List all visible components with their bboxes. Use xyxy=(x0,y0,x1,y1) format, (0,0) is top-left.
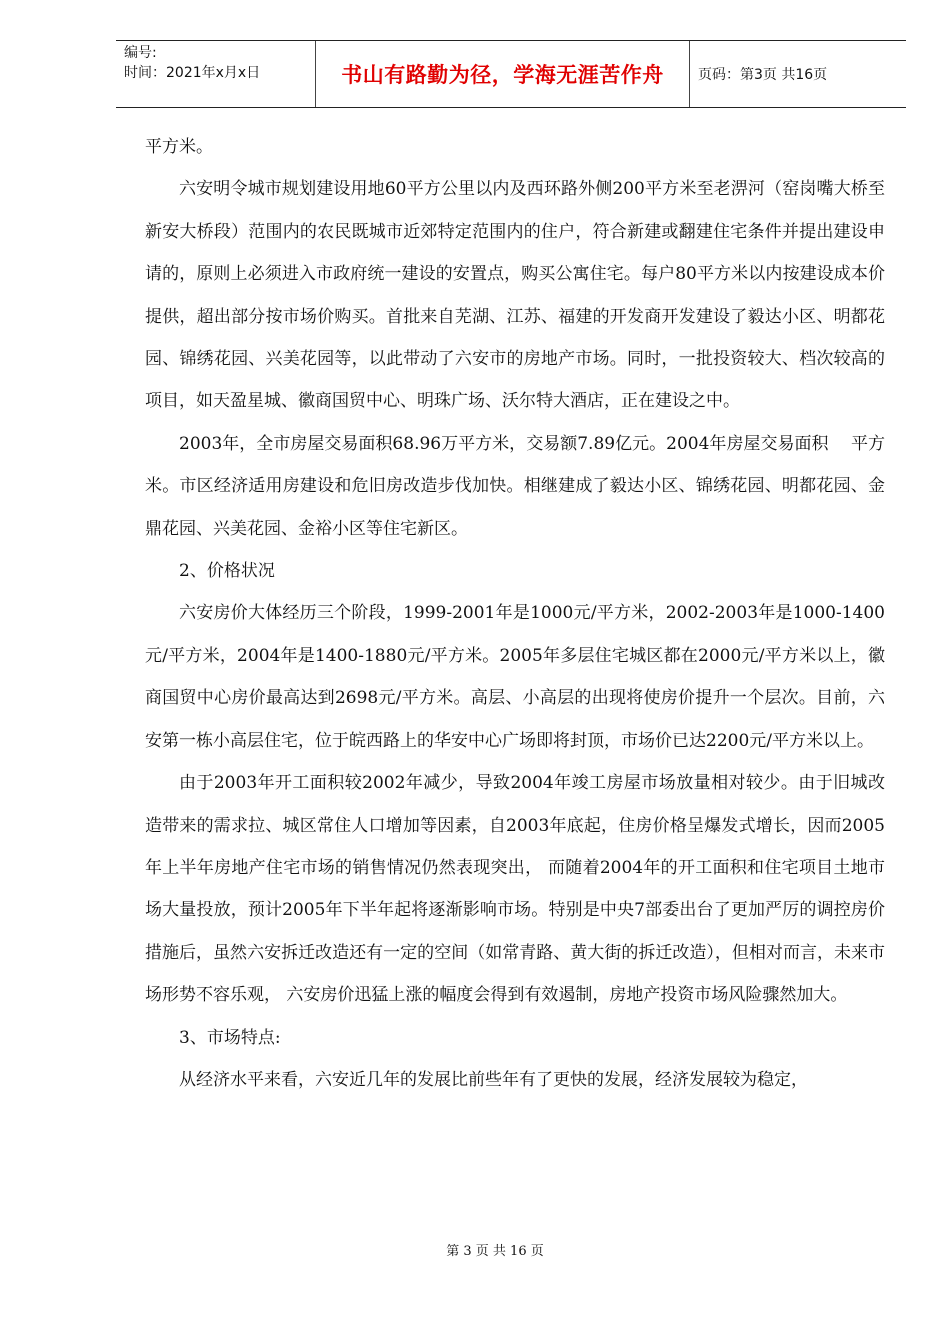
header-meta xyxy=(116,41,316,107)
document-body xyxy=(145,126,885,1101)
paragraph: 六安明令城市规划建设用地60平方公里以内及西环路外侧200平方米至老淠河（窑岗嘴大桥至新安大桥段）范围内的农民既城市近郊特定范围内的住户，符合新建或翻建住宅条件并提出建设申请的，原则上必须进入市政府统一建设的安置点，购买公寓住宅。每户80平方米以内按建设成本价提供，超出部分按市场价购买。首批来自芜湖、江苏、福建的开发商开发建设了毅达小区、明都花园、锦绣花园、兴美花园等，以此带动了六安市的房地产市场。同时，一批投资较大、档次较高的项目，如天盈星城、徽商国贸中心、明珠广场、沃尔特大酒店，正在建设之中。 xyxy=(145,179,885,412)
paragraph: 平方米。 xyxy=(145,137,213,157)
header-motto: 书山有路勤为径，学海无涯苦作舟 xyxy=(316,41,690,107)
section-heading: 2、价格状况 xyxy=(179,561,275,582)
document-number-label: 编号: xyxy=(124,45,157,61)
page-header xyxy=(116,40,906,108)
paragraph: 六安房价大体经历三个阶段，1999-2001年是1000元/平方米，2002-2003年是1000-1400元/平方米，2004年是1400-1880元/平方米。2005年多层住宅城区都在2000元/平方米以上，徽商国贸中心房价最高达到2698元/平方米。高层、小高层的出现将使房价提升一个层次。目前，六安第一栋小高层住宅，位于皖西路上的华安中心广场即将封顶，市场价已达2200元/平方米以上。 xyxy=(145,603,885,751)
page-footer: 第 3 页 共 16 页 xyxy=(446,1244,544,1259)
paragraph: 由于2003年开工面积较2002年减少，导致2004年竣工房屋市场放量相对较少。由于旧城改造带来的需求拉、城区常住人口增加等因素，自2003年底起，住房价格呈爆发式增长，因而2005年上半年房地产住宅市场的销售情况仍然表现突出， 而随着2004年的开工面积和住宅项目土地市场大量投放，预计2005年下半年起将逐渐影响市场。特别是中央7部委出台了更加严厉的调控房价措施后，虽然六安拆迁改造还有一定的空间（如常青路、黄大街的拆迁改造），但相对而言，未来市场形势不容乐观， 六安房价迅猛上涨的幅度会得到有效遏制，房地产投资市场风险骤然加大。 xyxy=(145,773,885,1006)
paragraph: 从经济水平来看，六安近几年的发展比前些年有了更快的发展，经济发展较为稳定， xyxy=(179,1069,808,1090)
paragraph: 2003年，全市房屋交易面积68.96万平方米，交易额7.89亿元。2004年房屋交易面积 平方米。市区经济适用房建设和危旧房改造步伐加快。相继建成了毅达小区、锦绣花园、明都花园、金鼎花园、兴美花园、金裕小区等住宅新区。 xyxy=(145,433,885,539)
header-page-info: 页码：第3页 共16页 xyxy=(698,67,828,83)
section-heading: 3、市场特点: xyxy=(179,1027,281,1048)
document-time-label: 时间：2021年x月x日 xyxy=(124,65,261,81)
